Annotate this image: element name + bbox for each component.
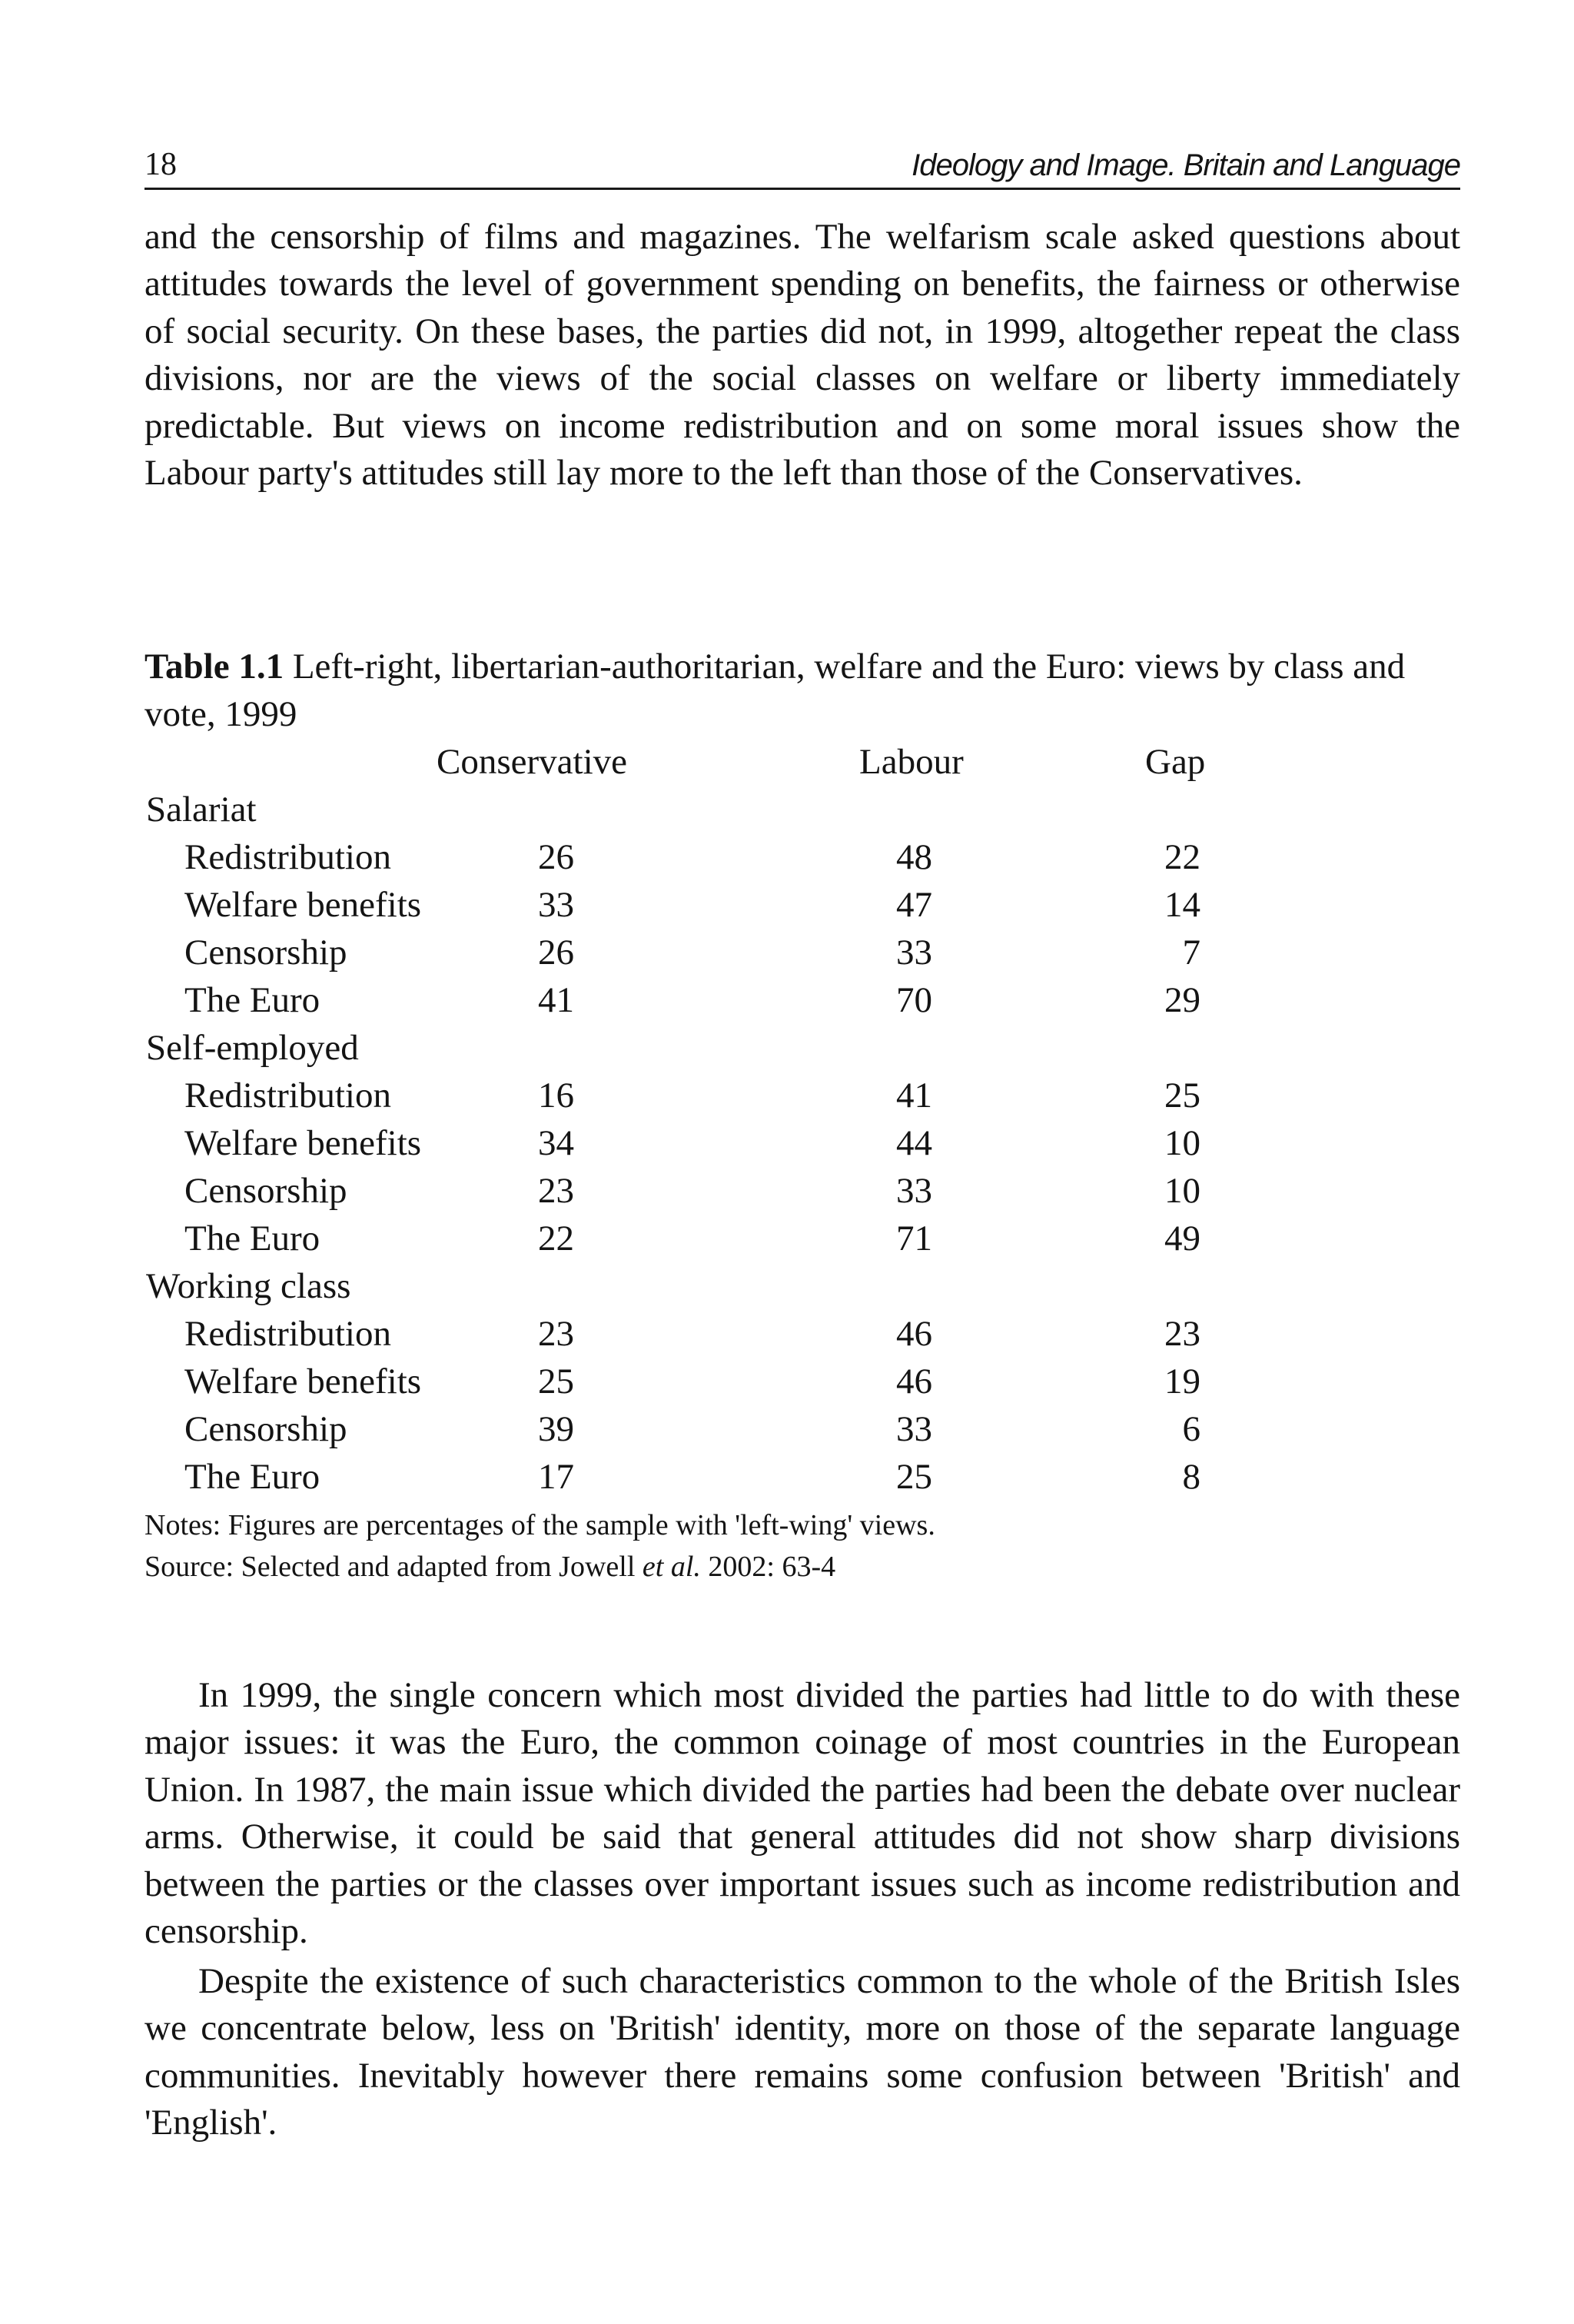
labour-value: 33 <box>896 1171 932 1211</box>
gap-value: 19 <box>1164 1361 1200 1401</box>
conservative-value: 23 <box>538 1171 574 1211</box>
intro-paragraph: and the censorship of films and magazines. The welfarism scale asked questions about attitudes towards the level of government spending on benefits, the fairness or otherwise of social security. On these bases, the parties did not, in 1999, altogether repeat the class divisions, nor are the views of the social classes on welfare or liberty immediately predictable. But views on income redistribution and on some moral issues show the Labour party's attitudes still lay more to the left than those of the Conservatives. <box>144 217 1460 494</box>
gap-value: 14 <box>1164 885 1200 925</box>
conservative-value: 39 <box>538 1409 574 1449</box>
conservative-value: 34 <box>538 1123 574 1163</box>
body-paragraph-identity: Despite the existence of such characteristics common to the whole of the British Isles we concentrate below, less on 'British' identity, more on those of the separate language communities. Inevitably however there remains some confusion between 'British' and 'English'. <box>144 1961 1460 2143</box>
labour-value: 47 <box>896 885 932 925</box>
row-label: The Euro <box>184 980 320 1020</box>
column-heading-labour: Labour <box>859 742 964 782</box>
running-header <box>144 140 1460 190</box>
group-label: Salariat <box>146 790 257 830</box>
table-row <box>0 1313 1574 1361</box>
conservative-value: 26 <box>538 837 574 877</box>
table-caption <box>144 643 1460 738</box>
table-row <box>0 979 1574 1027</box>
gap-value: 29 <box>1164 980 1200 1020</box>
column-heading-gap: Gap <box>1145 742 1206 782</box>
gap-value: 25 <box>1164 1076 1200 1115</box>
table-column-headings <box>0 741 1574 789</box>
row-label: Redistribution <box>184 1076 391 1115</box>
table-row <box>0 884 1574 932</box>
source-suffix: 2002: 63-4 <box>708 1551 836 1583</box>
conservative-value: 23 <box>538 1314 574 1354</box>
gap-value: 23 <box>1164 1314 1200 1354</box>
table-caption-text: Left-right, libertarian-authoritarian, welfare and the Euro: views by class and vote, 1999 <box>144 647 1406 734</box>
table-row <box>0 1456 1574 1504</box>
table-row <box>0 1361 1574 1408</box>
table-group-row <box>0 1027 1574 1075</box>
page-number: 18 <box>144 147 177 182</box>
row-label: The Euro <box>184 1457 320 1497</box>
labour-value: 46 <box>896 1314 932 1354</box>
row-label: Welfare benefits <box>184 1361 422 1401</box>
body-paragraph-euro: In 1999, the single concern which most divided the parties had little to do with these major issues: it was the Euro, the common coinage of most countries in the European Union. In 1987, the main issue which divided the parties had been the debate over nuclear arms. Otherwise, it could be said that general attitudes did not show sharp divisions between the parties or the classes over important issues such as income redistribution and censorship. <box>144 1675 1460 1952</box>
row-label: Welfare benefits <box>184 1123 422 1163</box>
conservative-value: 17 <box>538 1457 574 1497</box>
column-heading-conservative: Conservative <box>437 742 627 782</box>
row-label: Censorship <box>184 1171 347 1211</box>
labour-value: 48 <box>896 837 932 877</box>
conservative-value: 16 <box>538 1076 574 1115</box>
row-label: The Euro <box>184 1219 320 1258</box>
gap-value: 22 <box>1164 837 1200 877</box>
row-label: Redistribution <box>184 837 391 877</box>
gap-value: 10 <box>1164 1123 1200 1163</box>
group-label: Working class <box>146 1266 351 1306</box>
table-row <box>0 1218 1574 1265</box>
conservative-value: 25 <box>538 1361 574 1401</box>
group-label: Self-employed <box>146 1028 359 1068</box>
row-label: Welfare benefits <box>184 885 422 925</box>
table-caption-label: Table 1.1 <box>144 647 284 687</box>
labour-value: 33 <box>896 1409 932 1449</box>
table-row <box>0 1075 1574 1122</box>
gap-value: 10 <box>1164 1171 1200 1211</box>
table-source <box>144 1548 1460 1585</box>
row-label: Censorship <box>184 1409 347 1449</box>
table-row <box>0 1170 1574 1218</box>
source-italic: et al. <box>642 1551 701 1583</box>
table-row <box>0 932 1574 979</box>
table-row <box>0 1408 1574 1456</box>
row-label: Redistribution <box>184 1314 391 1354</box>
table-notes: Notes: Figures are percentages of the sample with 'left-wing' views. <box>144 1509 935 1541</box>
conservative-value: 22 <box>538 1219 574 1258</box>
labour-value: 25 <box>896 1457 932 1497</box>
labour-value: 71 <box>896 1219 932 1258</box>
running-title: Ideology and Image. Britain and Language <box>912 148 1460 182</box>
labour-value: 44 <box>896 1123 932 1163</box>
gap-value: 6 <box>1182 1409 1200 1449</box>
conservative-value: 33 <box>538 885 574 925</box>
gap-value: 8 <box>1182 1457 1200 1497</box>
table-row <box>0 1122 1574 1170</box>
conservative-value: 41 <box>538 980 574 1020</box>
source-prefix: Source: Selected and adapted from Jowell <box>144 1551 636 1583</box>
table-row <box>0 836 1574 884</box>
table-group-row <box>0 1265 1574 1313</box>
gap-value: 7 <box>1182 933 1200 972</box>
gap-value: 49 <box>1164 1219 1200 1258</box>
labour-value: 70 <box>896 980 932 1020</box>
row-label: Censorship <box>184 933 347 972</box>
labour-value: 41 <box>896 1076 932 1115</box>
table-group-row <box>0 789 1574 836</box>
labour-value: 33 <box>896 933 932 972</box>
labour-value: 46 <box>896 1361 932 1401</box>
conservative-value: 26 <box>538 933 574 972</box>
